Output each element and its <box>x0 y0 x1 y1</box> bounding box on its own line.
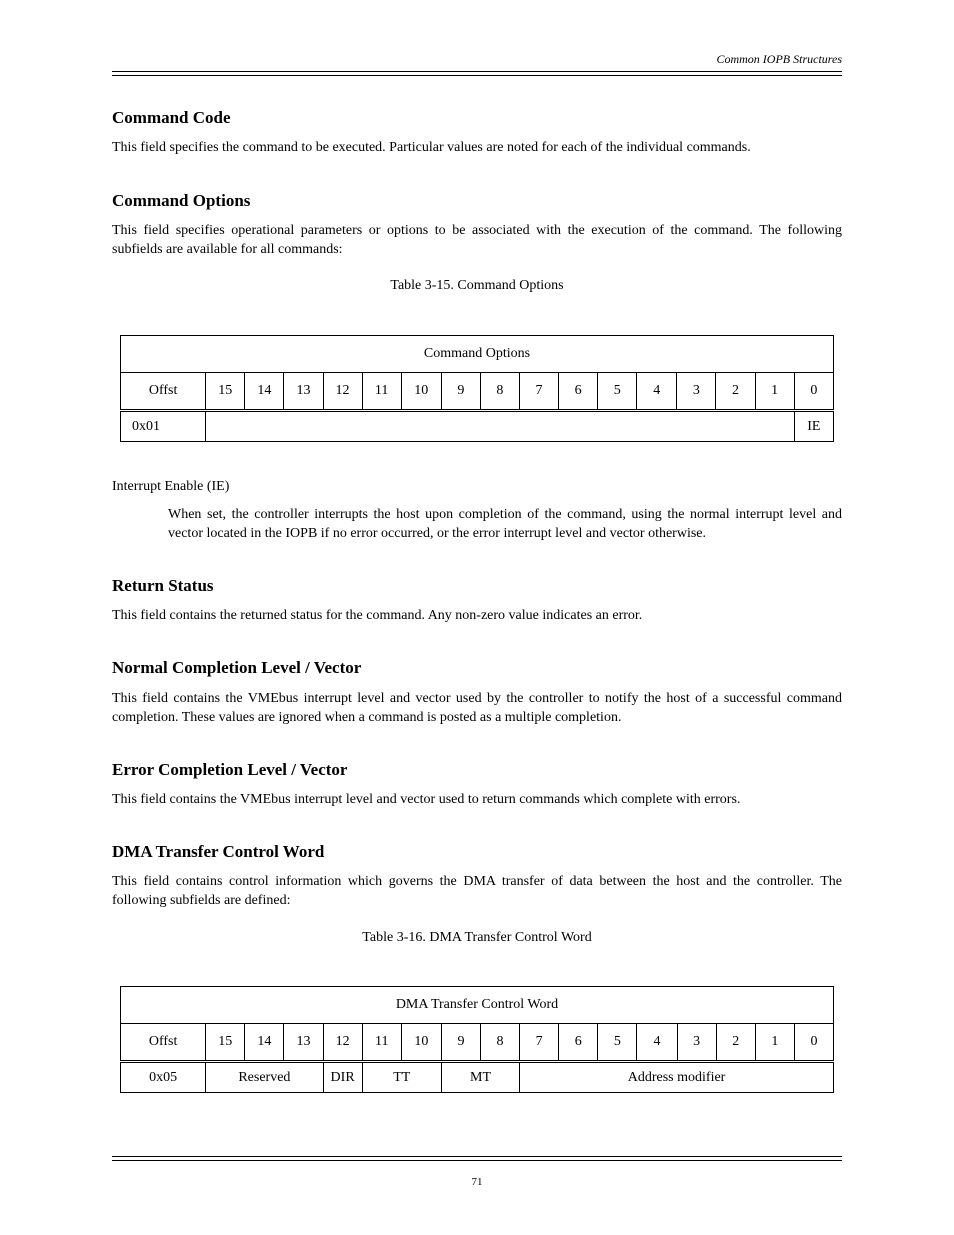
bit-header: 14 <box>245 373 284 411</box>
bit-header: 12 <box>323 1024 362 1062</box>
table-title: DMA Transfer Control Word <box>121 987 834 1024</box>
bit-header: 4 <box>637 1024 677 1062</box>
bit-header: 12 <box>323 373 362 411</box>
section-heading-command-code: Command Code <box>112 108 231 127</box>
bit-header: 7 <box>520 1024 559 1062</box>
mt-field: MT <box>441 1062 519 1093</box>
section-heading-normal-completion: Normal Completion Level / Vector <box>112 658 362 677</box>
table-caption-dma-transfer: Table 3-16. DMA Transfer Control Word <box>362 930 592 945</box>
bit-header: 2 <box>716 373 755 411</box>
footer-rule <box>112 1160 842 1161</box>
bit-header: 14 <box>245 1024 284 1062</box>
dir-field: DIR <box>323 1062 362 1093</box>
normal-completion-text: This field contains the VMEbus interrupt level and vector used by the controller to notify the host of a successful command completion. These values are ignored when a command is posted as a multiple completion. <box>112 691 842 725</box>
running-head: Common IOPB Structures <box>716 52 842 66</box>
interrupt-enable-label: Interrupt Enable (IE) <box>112 479 230 494</box>
section-heading-error-completion: Error Completion Level / Vector <box>112 760 348 779</box>
unused-bits <box>206 411 794 442</box>
bit-header: 4 <box>637 373 677 411</box>
command-options-text: This field specifies operational parameters or options to be associated with the execution of the command. The following subfields are available for all commands: <box>112 223 842 257</box>
bit-header: 5 <box>598 373 637 411</box>
tt-field: TT <box>362 1062 441 1093</box>
bit-header: 11 <box>362 1024 401 1062</box>
bit-header: 0 <box>794 373 833 411</box>
bit-header: 2 <box>716 1024 755 1062</box>
header-rule <box>112 71 842 72</box>
dma-transfer-text: This field contains control information which governs the DMA transfer of data between the host and the controller. The following subfields are defined: <box>112 874 842 908</box>
table-title: Command Options <box>121 336 834 373</box>
bit-header: 8 <box>480 373 519 411</box>
ie-bit: IE <box>794 411 833 442</box>
offset-value: 0x05 <box>121 1062 206 1093</box>
offset-value: 0x01 <box>121 411 206 442</box>
return-status-text: This field contains the returned status for the command. Any non-zero value indicates an error. <box>112 608 643 623</box>
bit-header: 9 <box>441 1024 480 1062</box>
bit-header: 11 <box>362 373 401 411</box>
section-heading-command-options: Command Options <box>112 191 251 210</box>
bit-header: 3 <box>677 1024 716 1062</box>
table-caption-command-options: Table 3-15. Command Options <box>390 278 564 293</box>
interrupt-enable-text: When set, the controller interrupts the host upon completion of the command, using the normal interrupt level and vector located in the IOPB if no error occurred, or the error interrupt level and vector otherwise. <box>168 507 842 541</box>
bit-header: 13 <box>284 1024 323 1062</box>
offset-header: Offst <box>121 373 206 411</box>
bit-header: 10 <box>401 1024 441 1062</box>
bit-header: 8 <box>481 1024 520 1062</box>
footer-rule <box>112 1156 842 1157</box>
command-options-table <box>120 335 834 442</box>
offset-header: Offst <box>121 1024 206 1062</box>
section-heading-dma-transfer: DMA Transfer Control Word <box>112 842 325 861</box>
bit-header: 1 <box>755 1024 794 1062</box>
bit-header: 3 <box>677 373 716 411</box>
bit-header: 5 <box>598 1024 637 1062</box>
dma-transfer-table <box>120 986 834 1093</box>
bit-header: 0 <box>794 1024 833 1062</box>
bit-header: 15 <box>206 373 245 411</box>
bit-header: 9 <box>441 373 480 411</box>
bit-header: 6 <box>559 373 598 411</box>
section-heading-return-status: Return Status <box>112 576 214 595</box>
bit-header: 6 <box>559 1024 598 1062</box>
address-modifier-field: Address modifier <box>520 1062 834 1093</box>
command-code-text: This field specifies the command to be executed. Particular values are noted for each of the individual commands. <box>112 140 751 155</box>
bit-header: 1 <box>755 373 794 411</box>
bit-header: 7 <box>519 373 558 411</box>
bit-header: 13 <box>284 373 323 411</box>
header-rule <box>112 75 842 76</box>
bit-header: 10 <box>401 373 441 411</box>
error-completion-text: This field contains the VMEbus interrupt level and vector used to return commands which complete with errors. <box>112 792 741 807</box>
page-number: 71 <box>471 1176 483 1188</box>
reserved-field: Reserved <box>206 1062 323 1093</box>
bit-header: 15 <box>206 1024 245 1062</box>
